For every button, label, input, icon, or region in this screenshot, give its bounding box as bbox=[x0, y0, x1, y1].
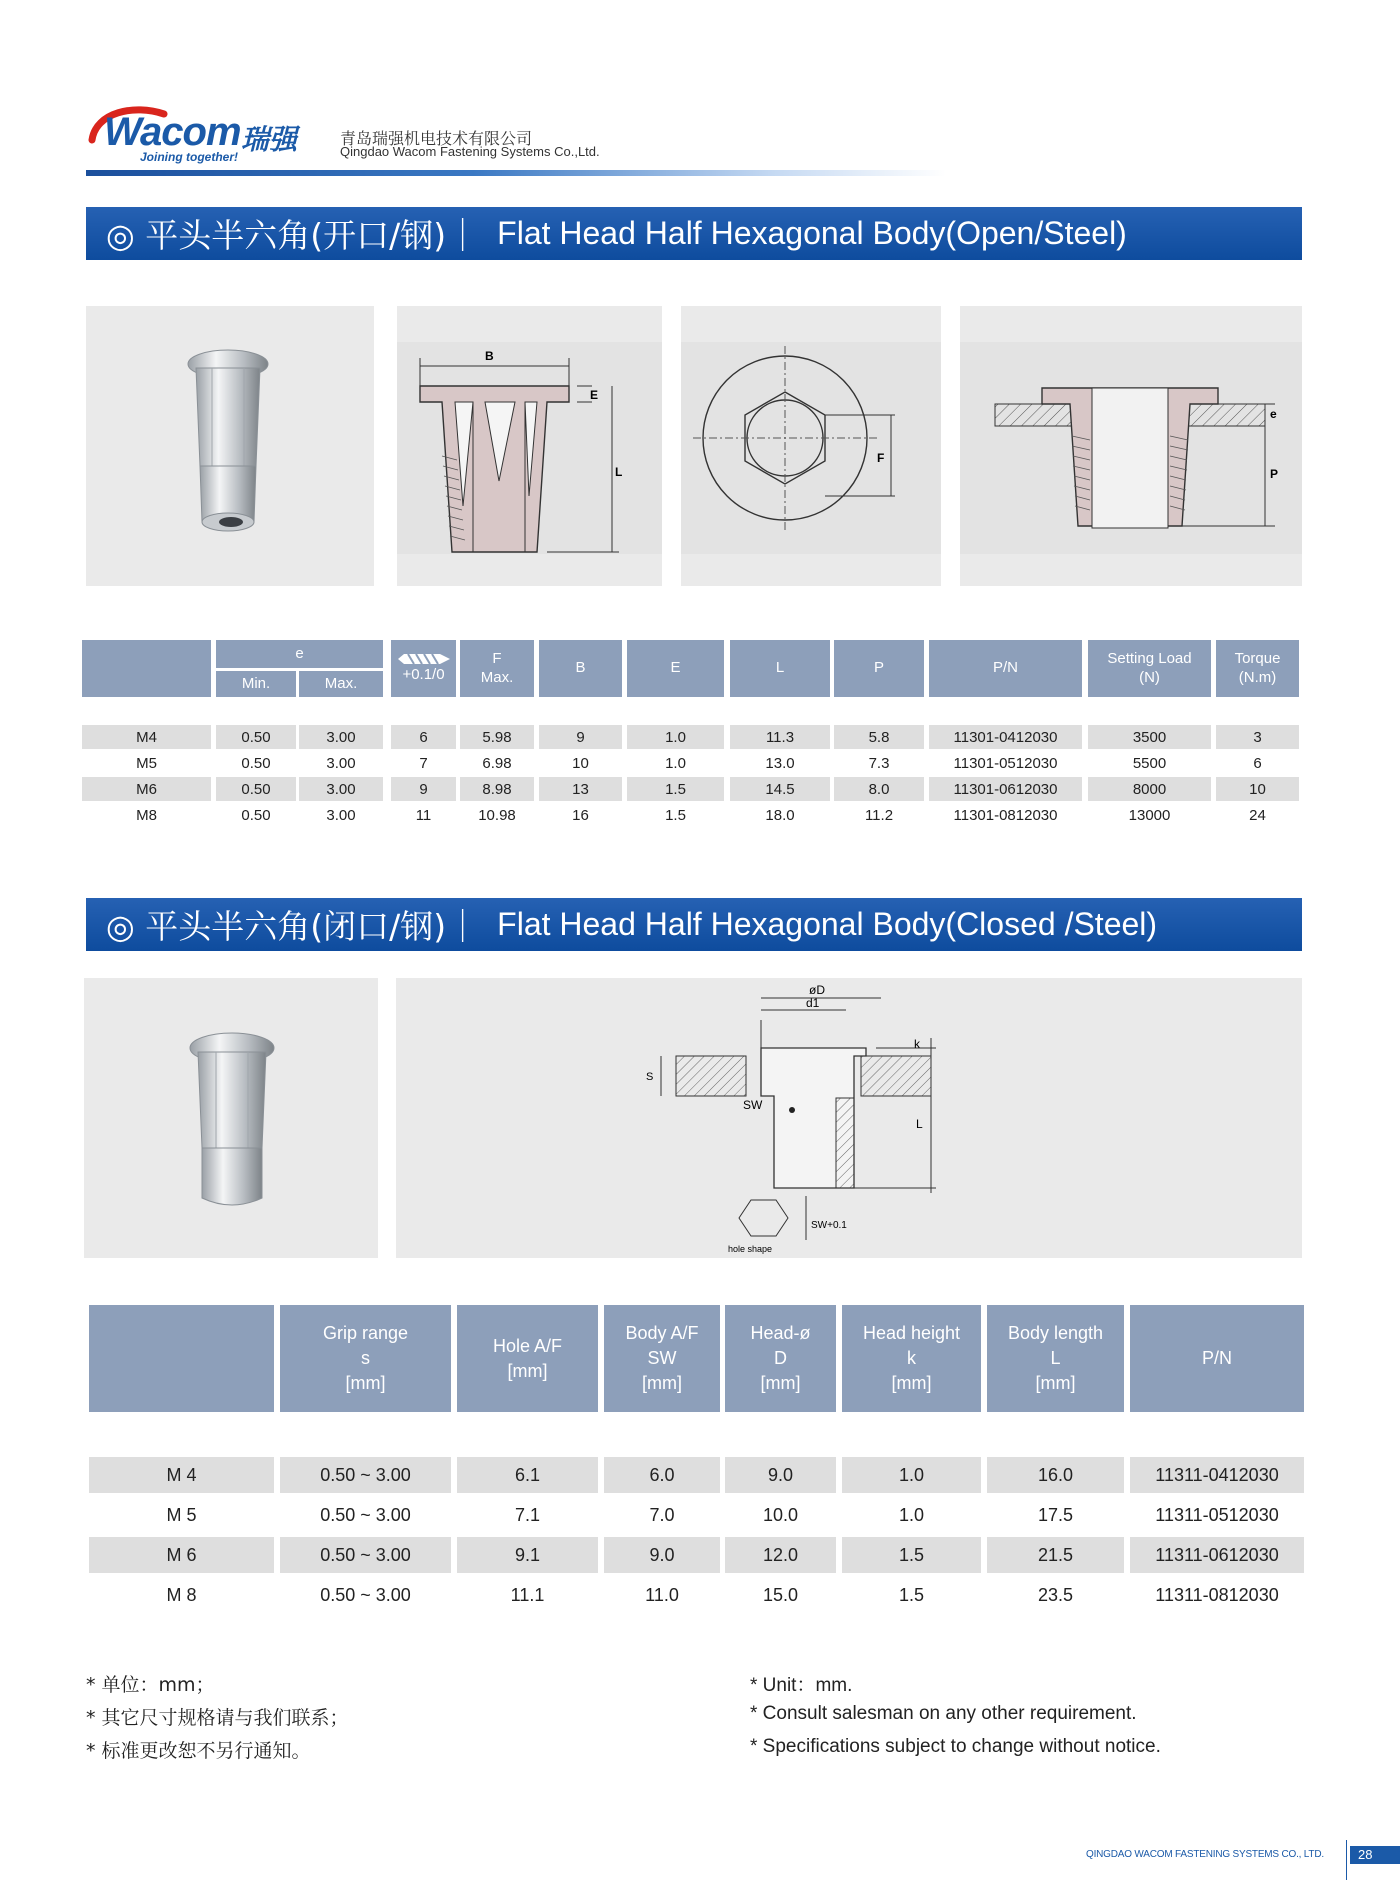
hole-shape-label: hole shape bbox=[728, 1244, 773, 1254]
t1-cell-pn: 11301-0512030 bbox=[953, 754, 1058, 772]
t1-cell-torque: 6 bbox=[1253, 754, 1262, 772]
t2-header-head-line3: [mm] bbox=[760, 1373, 801, 1393]
t1-header-b: B bbox=[539, 640, 622, 697]
t1-header-e: e bbox=[216, 640, 383, 668]
t2-header-height-line2: k bbox=[907, 1348, 916, 1368]
t1-cell-size: M8 bbox=[136, 806, 157, 824]
section-title-open-steel bbox=[86, 207, 1302, 260]
t1-cell-torque: 10 bbox=[1216, 777, 1299, 801]
t1-cell-drill: 7 bbox=[419, 754, 428, 772]
note-cn-contact: * 其它尺寸规格请与我们联系； bbox=[86, 1707, 349, 1729]
t2-header-head bbox=[725, 1305, 836, 1412]
dim-p-label: P bbox=[1270, 467, 1279, 481]
note-en-change: * Specifications subject to change without notice. bbox=[750, 1736, 1161, 1757]
t2-cell-pn: 11311-0612030 bbox=[1130, 1537, 1304, 1573]
t1-header-torque-label: Torque bbox=[1234, 649, 1281, 667]
t2-cell-height: 1.5 bbox=[842, 1537, 981, 1573]
t2-header-hole-line2: [mm] bbox=[507, 1360, 548, 1381]
drawing-closed-section bbox=[396, 978, 1302, 1258]
t1-cell-p: 11.2 bbox=[864, 806, 894, 824]
t1-header-drill-tolerance: +0.1/0 bbox=[402, 666, 445, 684]
t1-cell-pn: 11301-0612030 bbox=[929, 777, 1082, 801]
t2-cell-size: M 5 bbox=[166, 1504, 197, 1525]
page-number: 28 bbox=[1350, 1846, 1400, 1864]
t2-cell-size: M 6 bbox=[89, 1537, 274, 1573]
t1-header-size bbox=[82, 640, 211, 697]
t2-cell-size: M 4 bbox=[89, 1457, 274, 1493]
t2-cell-height: 1.5 bbox=[898, 1584, 925, 1605]
t1-cell-emin: 0.50 bbox=[241, 754, 271, 772]
t2-cell-length: 16.0 bbox=[987, 1457, 1124, 1493]
t1-header-load-label: Setting Load bbox=[1107, 649, 1192, 667]
dim-e-label: E bbox=[590, 388, 599, 402]
t1-header-load-unit: (N) bbox=[1139, 668, 1160, 686]
t1-header-ecol: E bbox=[627, 640, 724, 697]
t2-cell-hole: 7.1 bbox=[514, 1504, 541, 1525]
note-en-unit: * Unit：mm. bbox=[750, 1675, 853, 1696]
t1-header-l: L bbox=[730, 640, 830, 697]
wacom-logo bbox=[86, 100, 316, 168]
t2-cell-length: 23.5 bbox=[1037, 1584, 1074, 1605]
section-title-en: Flat Head Half Hexagonal Body(Open/Steel) bbox=[497, 215, 1127, 251]
t1-header-pn: P/N bbox=[929, 640, 1082, 697]
cross-section-drawing bbox=[397, 306, 662, 586]
header-divider bbox=[86, 170, 946, 176]
t2-header-length bbox=[987, 1305, 1124, 1412]
dim-sw-label: SW bbox=[743, 1098, 763, 1112]
t1-cell-e: 1.5 bbox=[627, 777, 724, 801]
t2-cell-size: M 8 bbox=[166, 1584, 197, 1605]
t2-header-height-line3: [mm] bbox=[891, 1373, 932, 1393]
rivet-nut-closed-photo-icon bbox=[84, 978, 378, 1258]
t2-cell-head: 9.0 bbox=[725, 1457, 836, 1493]
t1-header-torque bbox=[1216, 640, 1299, 697]
t2-header-body bbox=[604, 1305, 720, 1412]
t1-header-p: P bbox=[834, 640, 924, 697]
t2-header-length-line2: L bbox=[1050, 1348, 1061, 1368]
t1-cell-f: 8.98 bbox=[460, 777, 534, 801]
t2-cell-hole: 11.1 bbox=[510, 1584, 545, 1605]
company-name-en: Qingdao Wacom Fastening Systems Co.,Ltd. bbox=[340, 144, 600, 159]
dim-l-label: L bbox=[615, 465, 623, 479]
t1-cell-drill: 6 bbox=[391, 725, 456, 749]
t2-header-grip-line3: [mm] bbox=[345, 1373, 386, 1393]
dim-od-label: øD bbox=[809, 983, 825, 997]
note-cn-unit: * 单位：mm； bbox=[86, 1674, 215, 1696]
t1-cell-b: 13 bbox=[539, 777, 622, 801]
logo-wordmark: Wacom bbox=[104, 110, 241, 154]
t2-header-grip-line2: s bbox=[361, 1348, 370, 1368]
dim-b-label: B bbox=[485, 349, 494, 363]
t1-cell-torque: 24 bbox=[1249, 806, 1266, 824]
t1-cell-emin: 0.50 bbox=[216, 777, 296, 801]
t1-cell-f: 6.98 bbox=[482, 754, 512, 772]
t1-header-load bbox=[1088, 640, 1211, 697]
drawing-cross-section bbox=[397, 306, 662, 586]
dim-e-small-label: e bbox=[1270, 407, 1277, 421]
drawing-top-view bbox=[681, 306, 941, 586]
t1-cell-load: 8000 bbox=[1088, 777, 1211, 801]
t1-cell-emin: 0.50 bbox=[241, 806, 271, 824]
section-title-cn: ◎ 平头半六角(闭口/钢)｜ bbox=[106, 907, 480, 946]
t2-cell-length: 17.5 bbox=[1037, 1504, 1074, 1525]
t2-header-grip-line1: Grip range bbox=[322, 1323, 409, 1343]
top-view-drawing bbox=[681, 306, 941, 586]
t1-cell-p: 8.0 bbox=[834, 777, 924, 801]
footer-divider bbox=[1346, 1840, 1347, 1880]
t2-cell-head: 15.0 bbox=[762, 1584, 799, 1605]
t2-header-hole bbox=[457, 1305, 598, 1412]
t1-cell-emax: 3.00 bbox=[326, 806, 356, 824]
t1-header-drill bbox=[391, 640, 456, 697]
t1-header-f-label: F bbox=[492, 649, 502, 667]
section-title-closed-steel bbox=[86, 898, 1302, 951]
note-cn-change: * 标准更改恕不另行通知。 bbox=[86, 1740, 311, 1762]
t2-cell-pn: 11311-0812030 bbox=[1155, 1584, 1279, 1605]
drawing-installed-view bbox=[960, 306, 1302, 586]
t2-header-grip bbox=[280, 1305, 451, 1412]
t1-header-e-max: Max. bbox=[299, 671, 383, 697]
t2-cell-height: 1.0 bbox=[898, 1504, 925, 1525]
t2-header-body-line2: SW bbox=[647, 1348, 677, 1368]
t1-header-e-min: Min. bbox=[216, 671, 296, 697]
t1-cell-pn: 11301-0412030 bbox=[929, 725, 1082, 749]
t1-header-f bbox=[460, 640, 534, 697]
t1-cell-load: 3500 bbox=[1088, 725, 1211, 749]
t2-cell-pn: 11311-0412030 bbox=[1130, 1457, 1304, 1493]
t1-cell-pn: 11301-0812030 bbox=[953, 806, 1058, 824]
rivet-nut-photo-icon bbox=[86, 306, 374, 586]
t1-cell-torque: 3 bbox=[1216, 725, 1299, 749]
t1-cell-l: 11.3 bbox=[730, 725, 830, 749]
t2-cell-pn: 11311-0512030 bbox=[1155, 1504, 1279, 1525]
t2-cell-body: 6.0 bbox=[604, 1457, 720, 1493]
drill-bit-icon bbox=[396, 652, 452, 666]
dim-s-label: S bbox=[646, 1071, 654, 1083]
t2-header-hole-line1: Hole A/F bbox=[492, 1335, 563, 1356]
t1-cell-emin: 0.50 bbox=[216, 725, 296, 749]
t2-header-length-line3: [mm] bbox=[1035, 1373, 1076, 1393]
t1-header-f-sub: Max. bbox=[480, 668, 514, 686]
t1-cell-emax: 3.00 bbox=[326, 754, 356, 772]
product-photo-closed bbox=[84, 978, 378, 1258]
t1-cell-size: M4 bbox=[82, 725, 211, 749]
t2-header-length-line1: Body length bbox=[1007, 1323, 1104, 1343]
closed-section-drawing bbox=[396, 978, 1302, 1258]
t2-cell-head: 12.0 bbox=[725, 1537, 836, 1573]
dim-l2-label: L bbox=[916, 1117, 923, 1131]
t1-cell-emax: 3.00 bbox=[299, 725, 383, 749]
t2-header-height bbox=[842, 1305, 981, 1412]
t2-cell-grip: 0.50 ~ 3.00 bbox=[320, 1504, 411, 1525]
t1-cell-e: 1.5 bbox=[665, 806, 686, 824]
installed-view-drawing bbox=[960, 306, 1302, 586]
t1-cell-p: 7.3 bbox=[868, 754, 890, 772]
t1-cell-p: 5.8 bbox=[834, 725, 924, 749]
dim-k-label: k bbox=[914, 1037, 920, 1051]
t2-cell-grip: 0.50 ~ 3.00 bbox=[280, 1537, 451, 1573]
note-en-contact: * Consult salesman on any other requirement. bbox=[750, 1703, 1137, 1724]
t1-cell-e: 1.0 bbox=[665, 754, 686, 772]
t2-header-head-line1: Head-ø bbox=[750, 1323, 811, 1343]
t1-cell-b: 9 bbox=[539, 725, 622, 749]
t1-cell-b: 16 bbox=[572, 806, 589, 824]
company-name-cn: 青岛瑞强机电技术有限公司 bbox=[340, 129, 533, 148]
t2-cell-hole: 9.1 bbox=[457, 1537, 598, 1573]
t1-header-torque-unit: (N.m) bbox=[1238, 668, 1277, 686]
t2-cell-head: 10.0 bbox=[762, 1504, 799, 1525]
section-title-cn: ◎ 平头半六角(开口/钢)｜ bbox=[106, 216, 480, 255]
t2-header-size bbox=[89, 1305, 274, 1412]
t2-header-body-line3: [mm] bbox=[642, 1373, 682, 1393]
t1-cell-load: 13000 bbox=[1128, 806, 1171, 824]
t1-cell-size: M6 bbox=[82, 777, 211, 801]
t2-cell-grip: 0.50 ~ 3.00 bbox=[280, 1457, 451, 1493]
t1-cell-f: 10.98 bbox=[478, 806, 516, 824]
t2-cell-hole: 6.1 bbox=[457, 1457, 598, 1493]
t1-cell-emax: 3.00 bbox=[299, 777, 383, 801]
t1-cell-f: 5.98 bbox=[460, 725, 534, 749]
t1-cell-l: 18.0 bbox=[765, 806, 795, 824]
logo-tagline: Joining together! bbox=[140, 150, 238, 164]
t1-cell-load: 5500 bbox=[1132, 754, 1167, 772]
t2-cell-grip: 0.50 ~ 3.00 bbox=[320, 1584, 411, 1605]
t2-header-body-line1: Body A/F bbox=[625, 1323, 699, 1343]
footer-company: QINGDAO WACOM FASTENING SYSTEMS CO., LTD. bbox=[1086, 1849, 1324, 1860]
t2-cell-body: 11.0 bbox=[645, 1584, 679, 1605]
t2-header-height-line1: Head height bbox=[862, 1323, 961, 1343]
t2-cell-length: 21.5 bbox=[987, 1537, 1124, 1573]
t1-cell-b: 10 bbox=[572, 754, 589, 772]
t1-cell-drill: 11 bbox=[415, 806, 432, 824]
t2-cell-body: 7.0 bbox=[649, 1504, 675, 1525]
logo-chinese-mark: 瑞强 bbox=[241, 123, 298, 156]
t1-cell-size: M5 bbox=[136, 754, 157, 772]
dim-d1-label: d1 bbox=[806, 996, 820, 1010]
dim-f-label: F bbox=[877, 451, 885, 465]
t1-cell-l: 13.0 bbox=[765, 754, 795, 772]
t2-cell-body: 9.0 bbox=[604, 1537, 720, 1573]
section-title-en: Flat Head Half Hexagonal Body(Closed /Steel) bbox=[497, 906, 1158, 942]
t1-cell-l: 14.5 bbox=[730, 777, 830, 801]
t2-header-pn: P/N bbox=[1130, 1305, 1304, 1412]
t1-cell-e: 1.0 bbox=[627, 725, 724, 749]
t2-cell-height: 1.0 bbox=[842, 1457, 981, 1493]
t2-header-head-line2: D bbox=[774, 1348, 787, 1368]
dim-swtol-label: SW+0.1 bbox=[811, 1220, 847, 1231]
t1-cell-drill: 9 bbox=[391, 777, 456, 801]
product-photo-open bbox=[86, 306, 374, 586]
